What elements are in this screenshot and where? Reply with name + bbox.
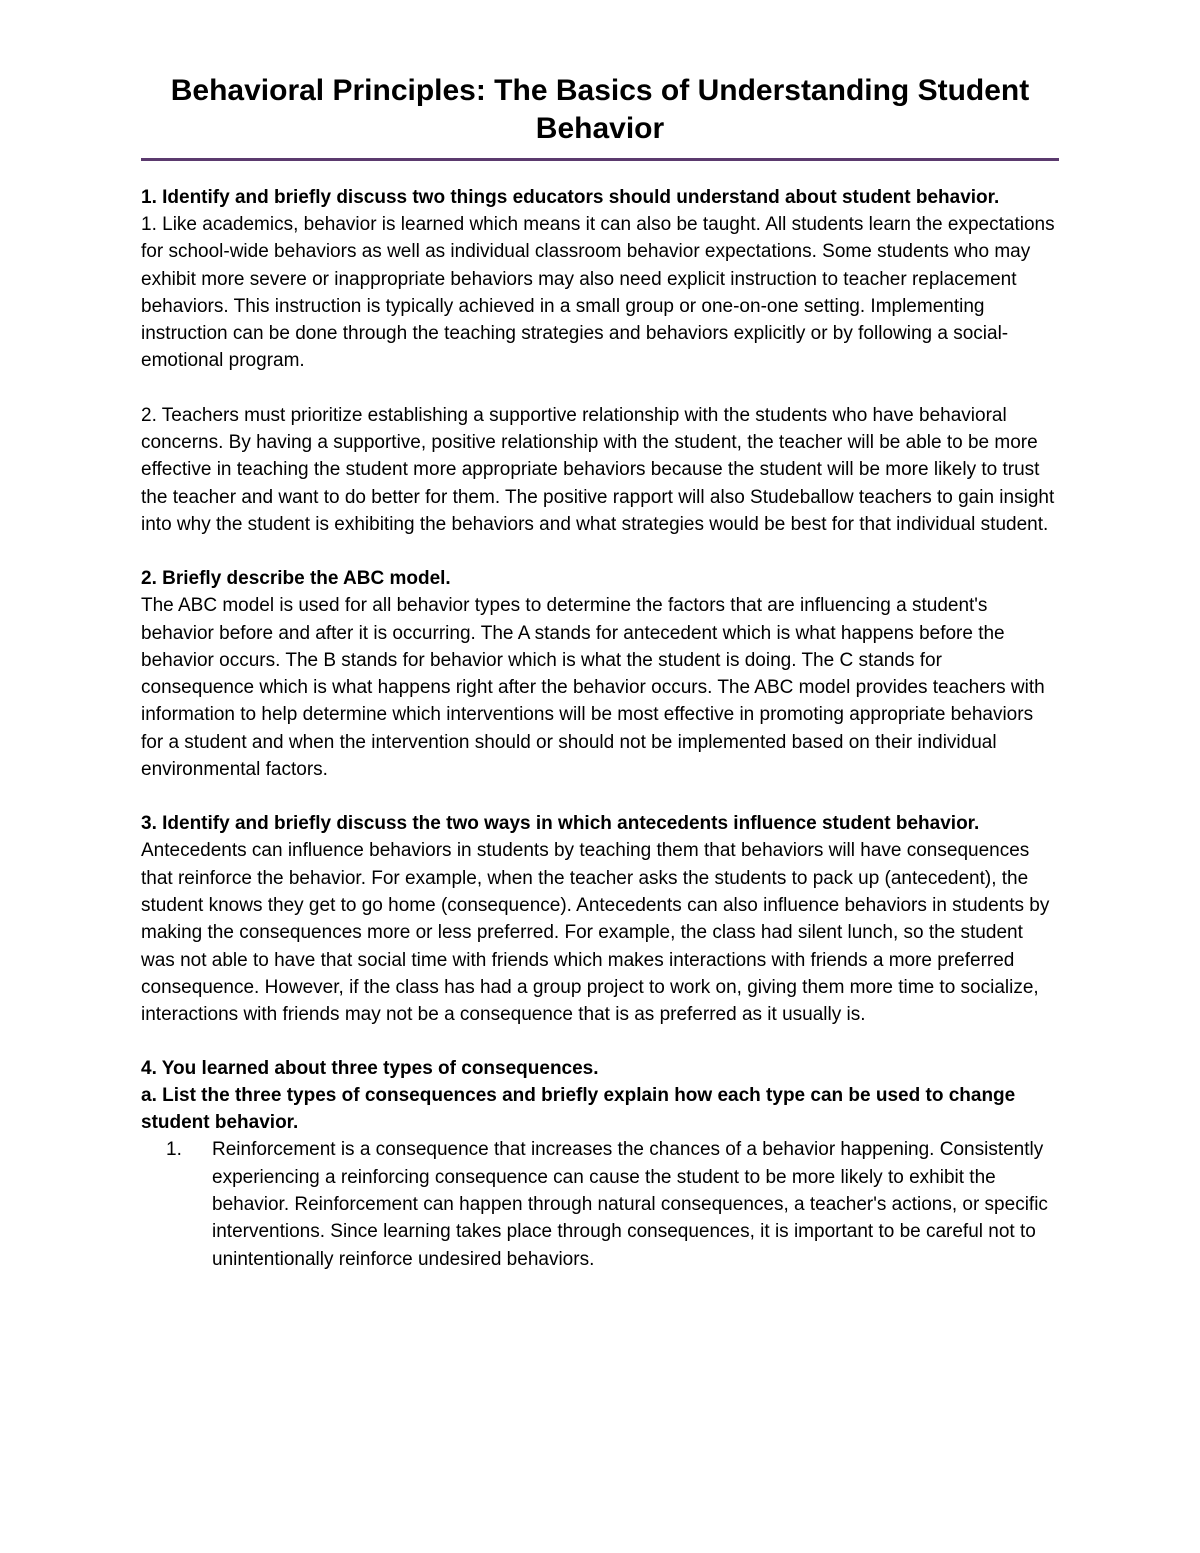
question-1-heading: 1. Identify and briefly discuss two things educators should understand about student behavior. <box>141 187 1000 208</box>
document-page <box>141 72 1059 1273</box>
title-divider <box>141 158 1059 161</box>
consequence-list <box>141 1136 1059 1272</box>
list-item-number: 1. <box>166 1139 182 1161</box>
question-1-answer-1: 1. Like academics, behavior is learned which means it can also be taught. All students learn the expectations for school-wide behaviors as well as individual classroom behavior expectations. Some students who may exhibit more severe or inappropriate behaviors may also need explicit instruction to teacher replacement behaviors. This instruction is typically achieved in a small group or one-on-one setting. Implementing instruction can be done through the teaching strategies and behaviors explicitly or by following a social-emotional program. <box>141 214 1055 372</box>
question-1-answer-2: 2. Teachers must prioritize establishing a supportive relationship with the students who have behavioral concerns. By having a supportive, positive relationship with the student, the teacher will be able to be more effective in teaching the student more appropriate behaviors because the student will be more likely to trust the teacher and want to do better for them. The positive rapport will also Studeballow teachers to gain insight into why the student is exhibiting the behaviors and what strategies would be best for that individual student. <box>141 404 1055 535</box>
document-title: Behavioral Principles: The Basics of Understanding Student Behavior <box>170 74 1030 145</box>
question-2-answer: The ABC model is used for all behavior types to determine the factors that are influencing a student's behavior before and after it is occurring. The A stands for antecedent which is what happens before the behavior occurs. The B stands for behavior which is what the student is doing. The C stands for consequence which is what happens right after the behavior occurs. The ABC model provides teachers with information to help determine which interventions will be most effective in promoting appropriate behaviors for a student and when the intervention should or should not be implemented based on their individual environmental factors. <box>141 595 1045 781</box>
list-item-text: Reinforcement is a consequence that increases the chances of a behavior happening. Consistently experiencing a reinforcing consequence can cause the student to be more likely to exhibit the behavior. Reinforcement can happen through natural consequences, a teacher's actions, or specific interventions. Since learning takes place through consequences, it is important to be careful not to unintentionally reinforce undesired behaviors. <box>212 1139 1048 1270</box>
list-item <box>141 1136 1059 1272</box>
question-3-answer: Antecedents can influence behaviors in students by teaching them that behaviors will have consequences that reinforce the behavior. For example, when the teacher asks the students to pack up (antecedent), the student knows they get to go home (consequence). Antecedents can also influence behaviors in students by making the consequences more or less preferred. For example, the class had silent lunch, so the student was not able to have that social time with friends which makes interactions with friends a more preferred consequence. However, if the class has had a group project to work on, giving them more time to socialize, interactions with friends may not be a consequence that is as preferred as it usually is. <box>141 840 1050 1026</box>
question-4-subheading: a. List the three types of consequences and briefly explain how each type can be used to change student behavior. <box>141 1085 1016 1134</box>
question-2-heading: 2. Briefly describe the ABC model. <box>141 568 451 590</box>
question-3-heading: 3. Identify and briefly discuss the two ways in which antecedents influence student behavior. <box>141 813 980 835</box>
question-4-heading: 4. You learned about three types of consequences. <box>141 1058 599 1080</box>
